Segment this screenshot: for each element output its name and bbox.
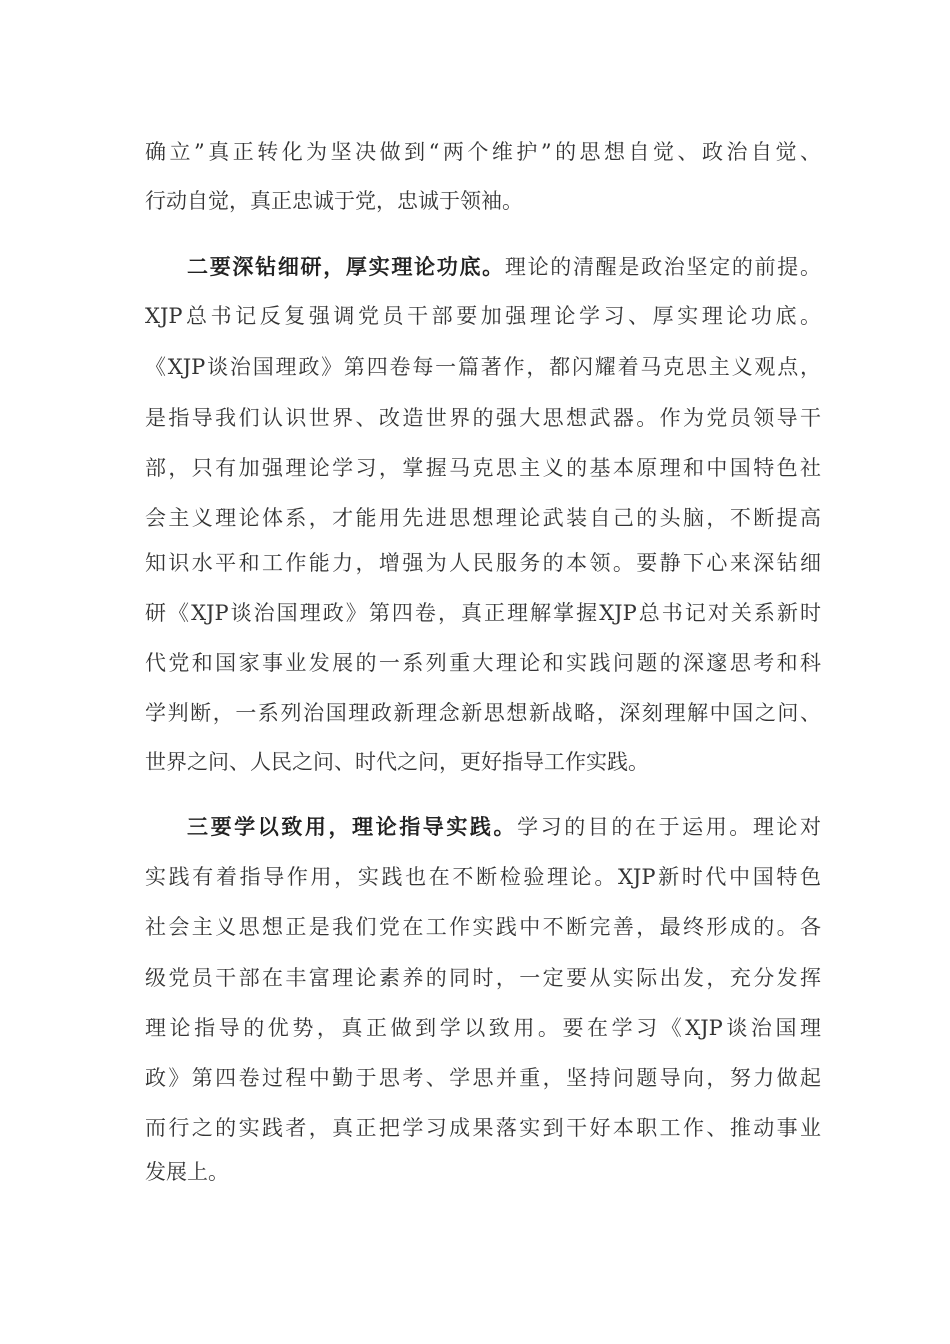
paragraph-2-line (145, 699, 821, 727)
paragraph-2-line (145, 353, 821, 381)
paragraph-3-line (145, 913, 821, 941)
paragraph-2-line (145, 599, 821, 627)
paragraph-3-line (145, 1064, 821, 1092)
paragraph-2-line (145, 504, 821, 532)
line-text: 政》第四卷过程中勤于思考、学思并重，坚持问题导向，努力做起 (145, 1066, 821, 1090)
paragraph-3-line (187, 813, 821, 841)
paragraph-2-line (145, 748, 821, 776)
line-text: 行动自觉，真正忠诚于党，忠诚于领袖。 (145, 189, 523, 213)
paragraph-3-line (145, 1158, 821, 1186)
line-text: XJP总书记反复强调党员干部要加强理论学习、厚实理论功底。 (145, 304, 821, 328)
paragraph-3-line (145, 1014, 821, 1042)
line-text: 部，只有加强理论学习，掌握马克思主义的基本原理和中国特色社 (145, 456, 821, 480)
paragraph-lead-heading: 二要深钻细研，厚实理论功底。 (187, 254, 505, 279)
paragraph-2-line (145, 649, 821, 677)
line-text: 世界之问、人民之问、时代之问，更好指导工作实践。 (145, 750, 649, 774)
line-text: 社会主义思想正是我们党在工作实践中不断完善，最终形成的。各 (145, 915, 821, 939)
paragraph-1-line (145, 187, 821, 215)
paragraph-3-line (145, 863, 821, 891)
paragraph-1-line (145, 138, 821, 166)
line-text: 理论的清醒是政治坚定的前提。 (504, 255, 822, 279)
paragraph-3-line (145, 964, 821, 992)
line-text: 实践有着指导作用，实践也在不断检验理论。XJP新时代中国特色 (145, 865, 821, 889)
paragraph-2-line (145, 404, 821, 432)
line-text: 会主义理论体系，才能用先进思想理论武装自己的头脑，不断提高 (145, 506, 821, 530)
line-text: 级党员干部在丰富理论素养的同时，一定要从实际出发，充分发挥 (145, 966, 821, 990)
line-text: 研《XJP谈治国理政》第四卷，真正理解掌握XJP总书记对关系新时 (145, 601, 821, 625)
paragraph-2-line (145, 302, 821, 330)
line-text: 发展上。 (145, 1160, 229, 1184)
line-text: 理论指导的优势，真正做到学以致用。要在学习《XJP谈治国理 (145, 1016, 821, 1040)
paragraph-lead-heading: 三要学以致用，理论指导实践。 (187, 814, 518, 839)
line-text: 代党和国家事业发展的一系列重大理论和实践问题的深邃思考和科 (145, 651, 821, 675)
line-text: 知识水平和工作能力，增强为人民服务的本领。要静下心来深钻细 (145, 551, 821, 575)
line-text: 学习的目的在于运用。理论对 (517, 815, 822, 839)
paragraph-2-line (145, 549, 821, 577)
paragraph-2-line (187, 253, 821, 281)
line-text: 《XJP谈治国理政》第四卷每一篇著作，都闪耀着马克思主义观点， (145, 355, 821, 379)
line-text: 学判断，一系列治国理政新理念新思想新战略，深刻理解中国之问、 (145, 701, 821, 725)
paragraph-2-line (145, 454, 821, 482)
line-text: 是指导我们认识世界、改造世界的强大思想武器。作为党员领导干 (145, 406, 821, 430)
line-text: 确立”真正转化为坚决做到“两个维护”的思想自觉、政治自觉、 (145, 140, 821, 164)
line-text: 而行之的实践者，真正把学习成果落实到干好本职工作、推动事业 (145, 1116, 821, 1140)
paragraph-3-line (145, 1114, 821, 1142)
